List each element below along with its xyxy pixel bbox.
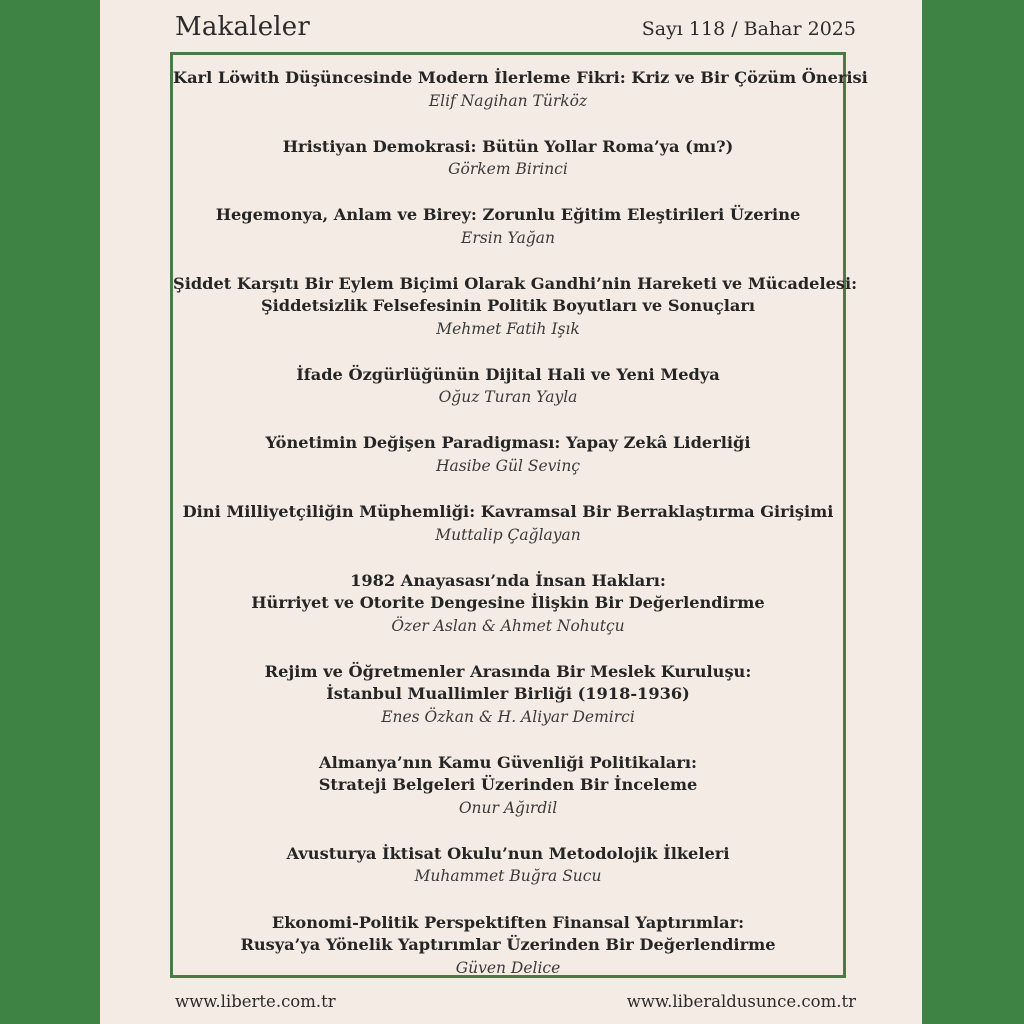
article-author: Görkem Birinci	[448, 160, 568, 179]
article-entry	[173, 136, 843, 181]
article-author: Muttalip Çağlayan	[435, 525, 581, 544]
article-author: Özer Aslan & Ahmet Nohutçu	[391, 616, 625, 635]
article-spacer	[173, 819, 843, 843]
article-author: Muhammet Buğra Sucu	[414, 867, 602, 886]
page-title: Makaleler	[175, 12, 311, 42]
article-list	[173, 67, 868, 979]
article-title: Rusya’ya Yönelik Yaptırımlar Üzerinden Bir Değerlendirme	[240, 935, 776, 955]
article-entry	[173, 570, 843, 638]
article-spacer	[173, 477, 843, 501]
article-spacer	[173, 409, 843, 433]
article-spacer	[173, 728, 843, 752]
article-title: Avusturya İktisat Okulu’nun Metodolojik İlkeleri	[286, 843, 730, 863]
article-author: Elif Nagihan Türköz	[428, 91, 588, 110]
article-entry	[173, 661, 843, 729]
article-title: Dini Milliyetçiliğin Müphemliği: Kavramsal Bir Berraklaştırma Girişimi	[182, 502, 834, 522]
article-author: Enes Özkan & H. Aliyar Demirci	[381, 707, 635, 726]
article-entry	[173, 752, 843, 820]
article-title: Yönetimin Değişen Paradigması: Yapay Zekâ Liderliği	[265, 433, 751, 453]
article-entry	[173, 843, 843, 888]
article-title: Şiddet Karşıtı Bir Eylem Biçimi Olarak Gandhi’nin Hareketi ve Mücadelesi:	[173, 273, 858, 293]
article-entry	[173, 204, 843, 249]
footer-link-liberaldusunce[interactable]: www.liberaldusunce.com.tr	[626, 992, 856, 1011]
article-title: Almanya’nın Kamu Güvenliği Politikaları:	[319, 752, 697, 772]
article-author: Ersin Yağan	[461, 228, 555, 247]
article-title: Hürriyet ve Otorite Dengesine İlişkin Bir Değerlendirme	[251, 593, 765, 613]
article-entry	[173, 273, 858, 341]
article-entry	[173, 501, 843, 546]
article-author: Oğuz Turan Yayla	[438, 388, 578, 407]
page-sheet	[100, 0, 922, 1024]
article-title: Rejim ve Öğretmenler Arasında Bir Meslek Kuruluşu:	[264, 661, 752, 681]
article-title: Strateji Belgeleri Üzerinden Bir İnceleme	[318, 775, 698, 795]
contents-frame	[170, 52, 868, 978]
article-title: Şiddetsizlik Felsefesinin Politik Boyutları ve Sonuçları	[260, 296, 756, 316]
article-entry	[173, 912, 843, 980]
footer-link-liberte[interactable]: www.liberte.com.tr	[175, 992, 336, 1011]
article-title: Hegemonya, Anlam ve Birey: Zorunlu Eğitim Eleştirileri Üzerine	[215, 205, 801, 225]
article-title: Ekonomi-Politik Perspektiften Finansal Yaptırımlar:	[271, 912, 745, 932]
issue-label: Sayı 118 / Bahar 2025	[641, 18, 856, 40]
article-title: Karl Löwith Düşüncesinde Modern İlerleme Fikri: Kriz ve Bir Çözüm Önerisi	[173, 68, 868, 87]
article-spacer	[173, 112, 843, 136]
article-spacer	[173, 249, 843, 273]
article-author: Güven Delice	[455, 958, 561, 977]
article-author: Hasibe Gül Sevinç	[435, 456, 581, 475]
article-entry	[173, 67, 868, 112]
article-entry	[173, 364, 843, 409]
article-spacer	[173, 637, 843, 661]
article-entry	[173, 432, 843, 477]
article-author: Mehmet Fatih Işık	[436, 319, 580, 338]
article-title: İstanbul Muallimler Birliği (1918-1936)	[326, 684, 690, 704]
article-spacer	[173, 340, 843, 364]
article-title: Hristiyan Demokrasi: Bütün Yollar Roma’ya (mı?)	[282, 136, 734, 156]
article-title: İfade Özgürlüğünün Dijital Hali ve Yeni Medya	[296, 364, 720, 384]
article-author: Onur Ağırdil	[458, 798, 558, 817]
article-title: 1982 Anayasası’nda İnsan Hakları:	[350, 570, 666, 590]
article-spacer	[173, 888, 843, 912]
article-spacer	[173, 546, 843, 570]
article-spacer	[173, 181, 843, 205]
